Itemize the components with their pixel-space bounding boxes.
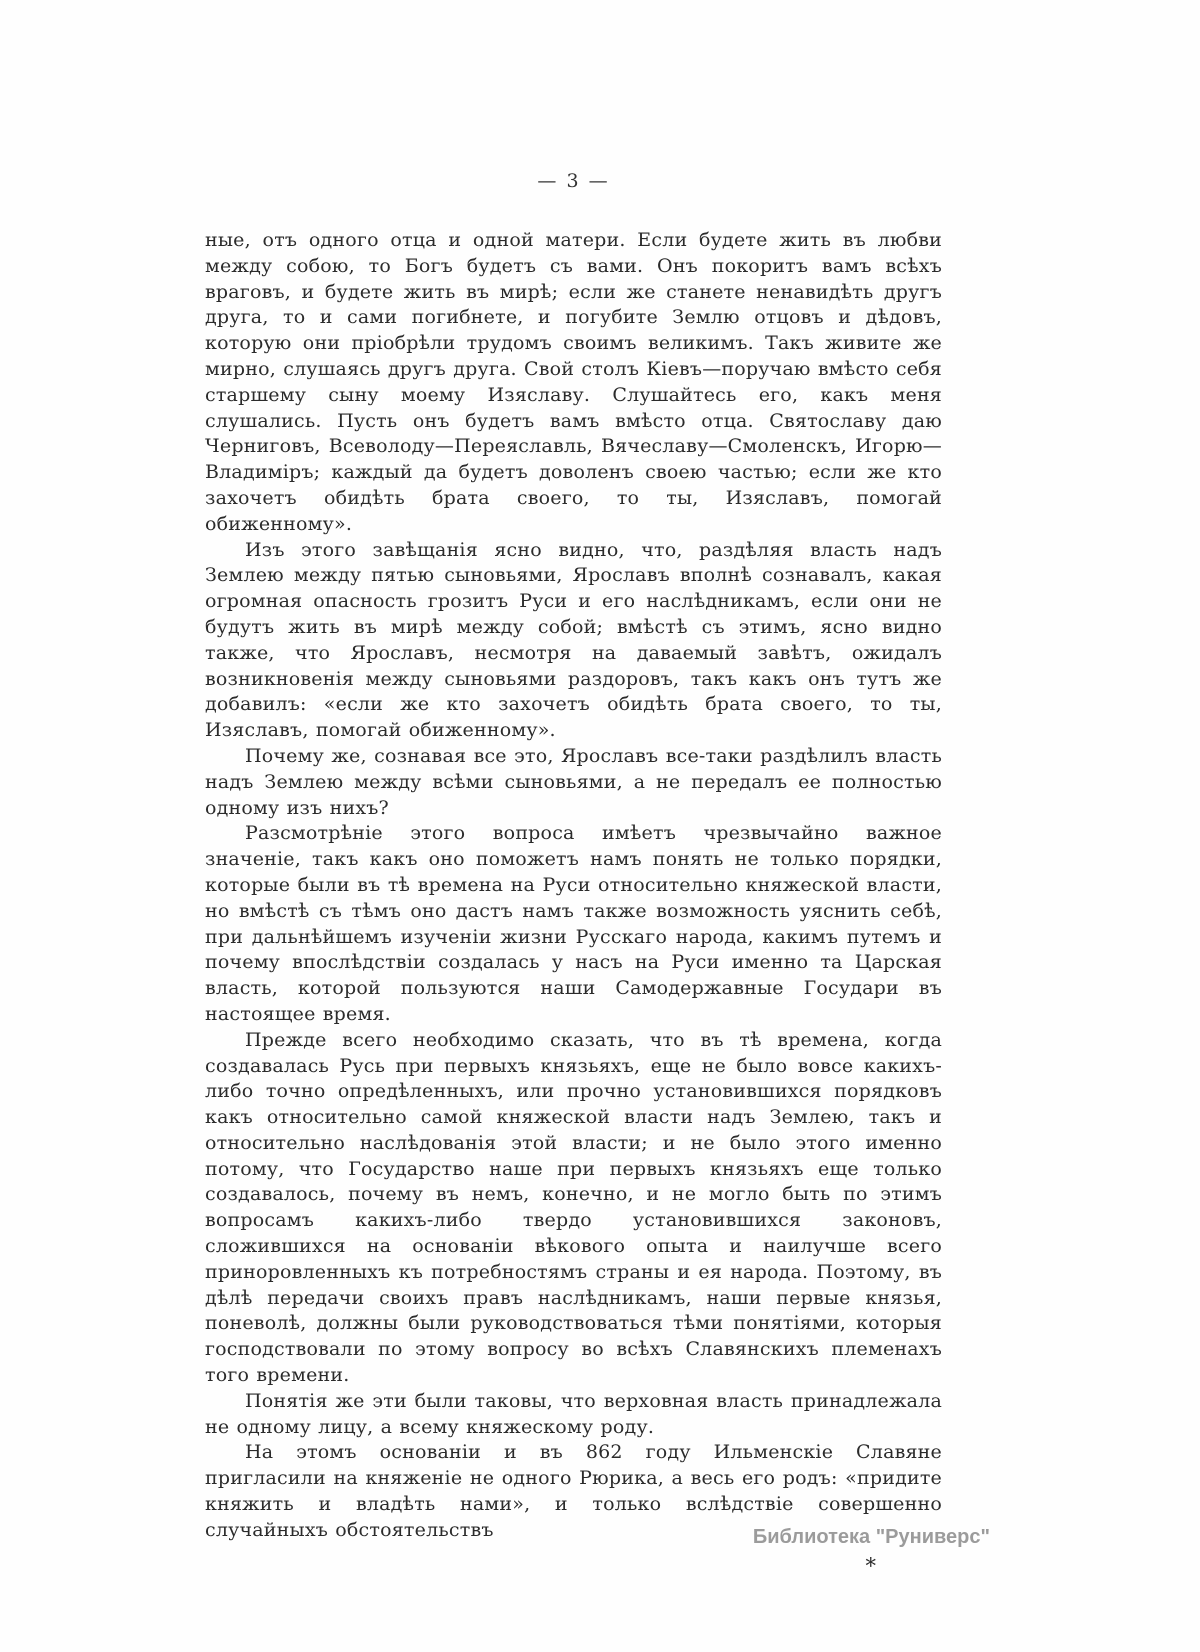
text-column bbox=[205, 170, 942, 1578]
paragraph: Понятія же эти были таковы, что верховная власть принадлежала не одному лицу, а всему княжескому роду. bbox=[205, 1389, 942, 1438]
watermark: Библиотека "Руниверс" bbox=[752, 1526, 990, 1548]
signature-mark: * bbox=[865, 1553, 876, 1578]
paragraph: На этомъ основаніи и въ 862 году Ильменскіе Славяне пригласили на княженіе не одного Рюрика, а весь его родъ: «придите княжить и владѣть нами», и только вслѣдствіе совершенно случайныхъ обстоятельствъ bbox=[205, 1441, 942, 1541]
paragraph: Прежде всего необходимо сказать, что въ тѣ времена, когда создавалась Русь при первыхъ князьяхъ, еще не было вовсе какихъ-либо точно опредѣленныхъ, или прочно установившихся порядковъ какъ относительно самой княжеской власти надъ Землею, такъ и относительно наслѣдованія этой власти; и не было этого именно потому, что Государство наше при первыхъ князьяхъ еще только создавалось, почему въ немъ, конечно, и не могло быть по этимъ вопросамъ какихъ-либо твердо установившихся законовъ, сложившихся на основаніи вѣкового опыта и наилучше всего приноровленныхъ къ потребностямъ страны и ея народа. Поэтому, въ дѣлѣ передачи своихъ правъ наслѣдникамъ, наши первые князья, поневолѣ, должны были руководствоваться тѣми понятіями, которыя господствовали по этому вопросу во всѣхъ Славянскихъ племенахъ того времени. bbox=[205, 1028, 942, 1387]
paragraph: Разсмотрѣніе этого вопроса имѣетъ чрезвычайно важное значеніе, такъ какъ оно поможетъ намъ понять не только порядки, которые были въ тѣ времена на Руси относительно княжеской власти, но вмѣстѣ съ тѣмъ оно дастъ намъ также возможность уяснить себѣ, при дальнѣйшемъ изученіи жизни Русскаго народа, какимъ путемъ и почему впослѣдствіи создалась у насъ на Руси именно та Царская власть, которой пользуются наши Самодержавные Государи въ настоящее время. bbox=[205, 822, 942, 1025]
paragraph: ные, отъ одного отца и одной матери. Если будете жить въ любви между собою, то Богъ будетъ съ вами. Онъ покоритъ вамъ всѣхъ враговъ, и будете жить въ мирѣ; если же станете ненавидѣть другъ друга, то и сами погибнете, и погубите Землю отцовъ и дѣдовъ, которую они пріобрѣли трудомъ своимъ великимъ. Такъ живите же мирно, слушаясь другъ друга. Свой столъ Кіевъ—поручаю вмѣсто себя старшему сыну моему Изяславу. Слушайтесь его, какъ меня слушались. Пусть онъ будетъ вамъ вмѣсто отца. Святославу даю Черниговъ, Всеволоду—Переяславль, Вячеславу—Смоленскъ, Игорю—Владиміръ; каждый да будетъ доволенъ своею частью; если же кто захочетъ обидѣть брата своего, то ты, Изяславъ, помогай обиженному». bbox=[205, 229, 942, 535]
body-text bbox=[205, 228, 942, 1544]
paragraph: Изъ этого завѣщанія ясно видно, что, раздѣляя власть надъ Землею между пятью сыновьями, Ярославъ вполнѣ сознавалъ, какая огромная опасность грозитъ Руси и его наслѣдникамъ, если они не будутъ жить въ мирѣ между собой; вмѣстѣ съ этимъ, ясно видно также, что Ярославъ, несмотря на даваемый завѣтъ, ожидалъ возникновенія между сыновьями раздоровъ, такъ какъ онъ тутъ же добавилъ: «если же кто захочетъ обидѣть брата своего, то ты, Изяславъ, помогай обиженному». bbox=[205, 538, 942, 742]
page-number: — 3 — bbox=[537, 170, 610, 192]
paragraph: Почему же, сознавая все это, Ярославъ все-таки раздѣлилъ власть надъ Землею между всѣми сыновьями, а не передалъ ее полностью одному изъ нихъ? bbox=[205, 744, 942, 819]
